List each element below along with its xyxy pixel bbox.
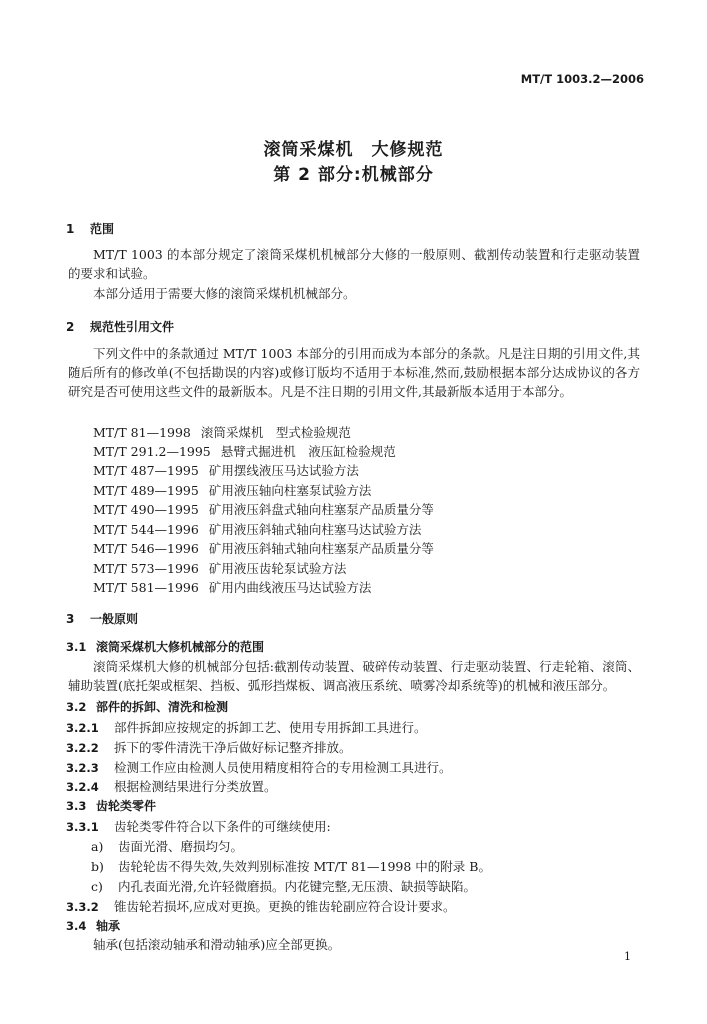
clause-3-3-2: 3.3.2 锥齿轮若损坏,应成对更换。更换的锥齿轮副应符合设计要求。 — [66, 899, 456, 914]
subsection-3-1-paragraph: 滚筒采煤机大修的机械部分包括:截割传动装置、破碎传动装置、行走驱动装置、行走轮箱、滚筒、辅助装置(底托架或框架、挡板、弧形挡煤板、调高液压系统、喷雾冷却系统等)的机械和液压部分。 — [68, 659, 640, 693]
subsection-3-2-heading: 3.2 部件的拆卸、清洗和检测 — [66, 700, 229, 714]
subsection-3-3-heading: 3.3 齿轮类零件 — [66, 799, 157, 813]
reference-item: MT/T 573—1996 矿用液压齿轮泵试验方法 — [93, 561, 347, 576]
reference-item: MT/T 546—1996 矿用液压斜轴式轴向柱塞泵产品质量分等 — [93, 541, 434, 556]
section-title: 范围 — [90, 222, 115, 236]
page-number: 1 — [624, 950, 631, 963]
document-title: 滚筒采煤机 大修规范 — [263, 140, 444, 160]
reference-item: MT/T 81—1998 滚筒采煤机 型式检验规范 — [93, 425, 351, 440]
reference-item: MT/T 490—1995 矿用液压斜盘式轴向柱塞泵产品质量分等 — [93, 502, 434, 517]
subsection-3-4-heading: 3.4 轴承 — [66, 919, 121, 933]
section-number: 1 — [66, 222, 75, 236]
document-subtitle: 第 2 部分:机械部分 — [273, 165, 434, 185]
reference-item: MT/T 487—1995 矿用摆线液压马达试验方法 — [93, 463, 359, 478]
section-3-heading — [66, 610, 138, 627]
list-item: a) 齿面光滑、磨损均匀。 — [91, 839, 244, 854]
reference-item: MT/T 581—1996 矿用内曲线液压马达试验方法 — [93, 580, 372, 595]
section-1-paragraph-2: 本部分适用于需要大修的滚筒采煤机机械部分。 — [93, 286, 356, 301]
section-1-heading — [66, 220, 114, 237]
list-item: c) 内孔表面光滑,允许轻微磨损。内花键完整,无压溃、缺损等缺陷。 — [91, 879, 476, 894]
clause-3-2-1: 3.2.1 部件拆卸应按规定的拆卸工艺、使用专用拆卸工具进行。 — [66, 720, 427, 735]
clause-3-2-3: 3.2.3 检测工作应由检测人员使用精度相符合的专用检测工具进行。 — [66, 760, 452, 775]
clause-3-3-1: 3.3.1 齿轮类零件符合以下条件的可继续使用: — [66, 819, 331, 834]
section-number: 2 — [66, 320, 75, 334]
subsection-3-4-paragraph: 轴承(包括滚动轴承和滑动轴承)应全部更换。 — [93, 937, 341, 952]
section-2-heading — [66, 318, 174, 335]
standard-number: MT/T 1003.2—2006 — [520, 72, 644, 86]
clause-3-2-4: 3.2.4 根据检测结果进行分类放置。 — [66, 779, 277, 794]
section-2-paragraph-1: 下列文件中的条款通过 MT/T 1003 本部分的引用而成为本部分的条款。凡是注日期的引用文件,其随后所有的修改单(不包括勘误的内容)或修订版均不适用于本标准,然而,鼓励根据本部分达成协议的各方研究是否可使用这些文件的最新版本。凡是不注日期的引用文件,其最新版本适用于本部分。 — [68, 346, 640, 399]
section-title: 规范性引用文件 — [90, 320, 175, 334]
clause-3-2-2: 3.2.2 拆下的零件清洗干净后做好标记整齐排放。 — [66, 740, 352, 755]
list-item: b) 齿轮轮齿不得失效,失效判别标准按 MT/T 81—1998 中的附录 B。 — [91, 859, 491, 874]
section-1-paragraph-1: MT/T 1003 的本部分规定了滚筒采煤机机械部分大修的一般原则、截割传动装置和行走驱动装置的要求和试验。 — [68, 247, 640, 281]
reference-item: MT/T 544—1996 矿用液压斜轴式轴向柱塞马达试验方法 — [93, 522, 422, 537]
subsection-3-1-heading: 3.1 滚筒采煤机大修机械部分的范围 — [66, 640, 265, 654]
section-title: 一般原则 — [90, 612, 139, 626]
reference-item: MT/T 489—1995 矿用液压轴向柱塞泵试验方法 — [93, 483, 372, 498]
reference-item: MT/T 291.2—1995 悬臂式掘进机 液压缸检验规范 — [93, 444, 396, 459]
section-number: 3 — [66, 612, 75, 626]
